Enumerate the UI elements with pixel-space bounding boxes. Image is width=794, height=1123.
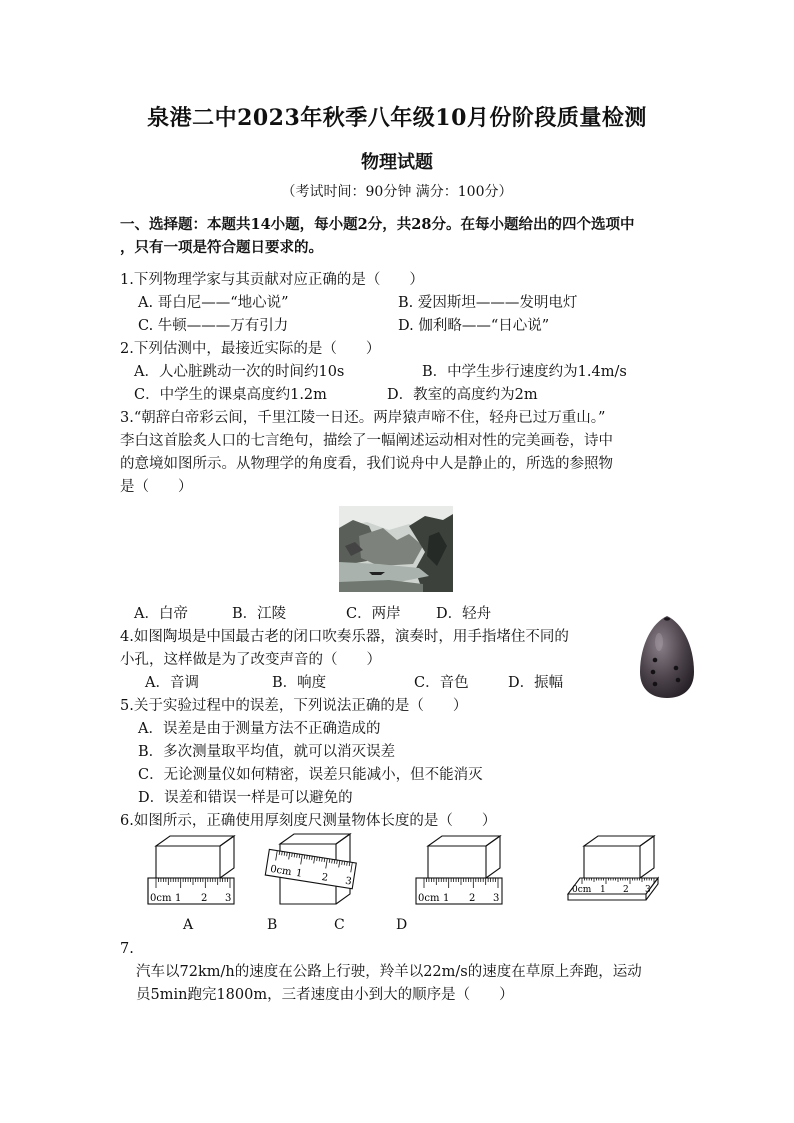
q4-option-c: C．音色 bbox=[414, 675, 469, 691]
ruler-a-unit-label: 0cm bbox=[150, 893, 172, 904]
ruler-b-tick-1: 1 bbox=[295, 867, 304, 880]
exam-info: （考试时间：90分钟 满分：100分） bbox=[281, 184, 513, 200]
q4-line1: 4.如图陶埙是中国最古老的闭口吹奏乐器，演奏时，用手指堵住不同的 bbox=[120, 629, 569, 645]
xun-ocarina-image bbox=[636, 614, 698, 700]
ruler-d-tick-1: 1 bbox=[600, 885, 606, 895]
q7-number: 7. bbox=[120, 941, 134, 957]
q6-label-a: A bbox=[183, 917, 194, 933]
ruler-b-unit-label: 0cm bbox=[269, 863, 293, 879]
q7-line2: 员5min跑完1800m，三者速度由小到大的顺序是（ ） bbox=[136, 987, 514, 1003]
q3-option-a: A．白帝 bbox=[134, 606, 188, 622]
ruler-c-tick-3: 3 bbox=[493, 893, 500, 904]
q2-option-c: C．中学生的课桌高度约1.2m bbox=[134, 387, 327, 403]
q2-option-b: B．中学生步行速度约为1.4m/s bbox=[422, 364, 627, 380]
q1-stem: 1.下列物理学家与其贡献对应正确的是（ ） bbox=[120, 272, 424, 288]
q3-line2: 李白这首脍炙人口的七言绝句，描绘了一幅阐述运动相对性的完美画卷，诗中 bbox=[120, 433, 613, 449]
exam-subject: 物理试题 bbox=[361, 152, 433, 173]
q1-option-d: D. 伽利略——“日心说” bbox=[398, 318, 550, 334]
q5-option-d: D．误差和错误一样是可以避免的 bbox=[138, 790, 353, 806]
q4-option-d: D．振幅 bbox=[508, 675, 564, 691]
q5-stem: 5.关于实验过程中的误差，下列说法正确的是（ ） bbox=[120, 698, 468, 714]
q3-option-c: C．两岸 bbox=[346, 606, 401, 622]
ruler-c-tick-1: 1 bbox=[443, 893, 450, 904]
q1-option-a: A. 哥白尼——“地心说” bbox=[138, 295, 289, 311]
q6-label-c: C bbox=[334, 917, 345, 933]
q2-option-d: D．教室的高度约为2m bbox=[387, 387, 538, 403]
q4-option-a: A．音调 bbox=[145, 675, 199, 691]
landscape-painting-image bbox=[339, 506, 453, 592]
q3-line3: 的意境如图所示。从物理学的角度看，我们说舟中人是静止的，所选的参照物 bbox=[120, 456, 613, 472]
ruler-d-unit-label: 0cm bbox=[572, 885, 592, 895]
q1-option-b: B. 爱因斯坦———发明电灯 bbox=[398, 295, 578, 311]
q7-line1: 汽车以72km/h的速度在公路上行驶，羚羊以22m/s的速度在草原上奔跑，运动 bbox=[136, 964, 642, 980]
q6-label-d: D bbox=[396, 917, 408, 933]
q3-option-d: D．轻舟 bbox=[436, 606, 492, 622]
q5-option-a: A．误差是由于测量方法不正确造成的 bbox=[138, 721, 381, 737]
q1-option-c: C. 牛顿———万有引力 bbox=[138, 318, 289, 334]
ruler-a-tick-2: 2 bbox=[201, 893, 208, 904]
ruler-figure-b bbox=[262, 826, 360, 908]
ruler-figure-a bbox=[146, 834, 238, 906]
q4-line2: 小孔，这样做是为了改变声音的（ ） bbox=[120, 652, 381, 668]
q5-option-b: B．多次测量取平均值，就可以消灭误差 bbox=[138, 744, 396, 760]
q6-label-b: B bbox=[267, 917, 278, 933]
ruler-d-tick-3: 3 bbox=[645, 885, 651, 895]
ruler-b-tick-2: 2 bbox=[320, 871, 329, 884]
ruler-figure-d bbox=[566, 834, 662, 904]
q4-option-b: B．响度 bbox=[272, 675, 327, 691]
ruler-c-tick-2: 2 bbox=[469, 893, 476, 904]
q5-option-c: C．无论测量仪如何精密，误差只能减小，但不能消灭 bbox=[138, 767, 483, 783]
q3-option-b: B．江陵 bbox=[232, 606, 287, 622]
q6-stem: 6.如图所示，正确使用厚刻度尺测量物体长度的是（ ） bbox=[120, 813, 497, 829]
q2-option-a: A．人心脏跳动一次的时间约10s bbox=[134, 364, 345, 380]
section1-heading-line2: ，只有一项是符合题日要求的。 bbox=[120, 239, 323, 256]
section1-heading-line1: 一、选择题：本题共14小题，每小题2分，共28分。在每小题给出的四个选项中 bbox=[120, 216, 635, 233]
exam-title: 泉港二中2023年秋季八年级10月份阶段质量检测 bbox=[147, 105, 647, 131]
q3-line1: 3.“朝辞白帝彩云间，千里江陵一日还。两岸猿声啼不住，轻舟已过万重山。” bbox=[120, 410, 606, 426]
ruler-c-unit-label: 0cm bbox=[418, 893, 440, 904]
q3-line4: 是（ ） bbox=[120, 479, 193, 495]
q2-stem: 2.下列估测中，最接近实际的是（ ） bbox=[120, 341, 381, 357]
ruler-a-tick-3: 3 bbox=[225, 893, 232, 904]
ruler-d-tick-2: 2 bbox=[623, 885, 629, 895]
ruler-b-tick-3: 3 bbox=[344, 875, 353, 888]
ruler-figure-c bbox=[414, 834, 506, 906]
ruler-a-tick-1: 1 bbox=[175, 893, 182, 904]
